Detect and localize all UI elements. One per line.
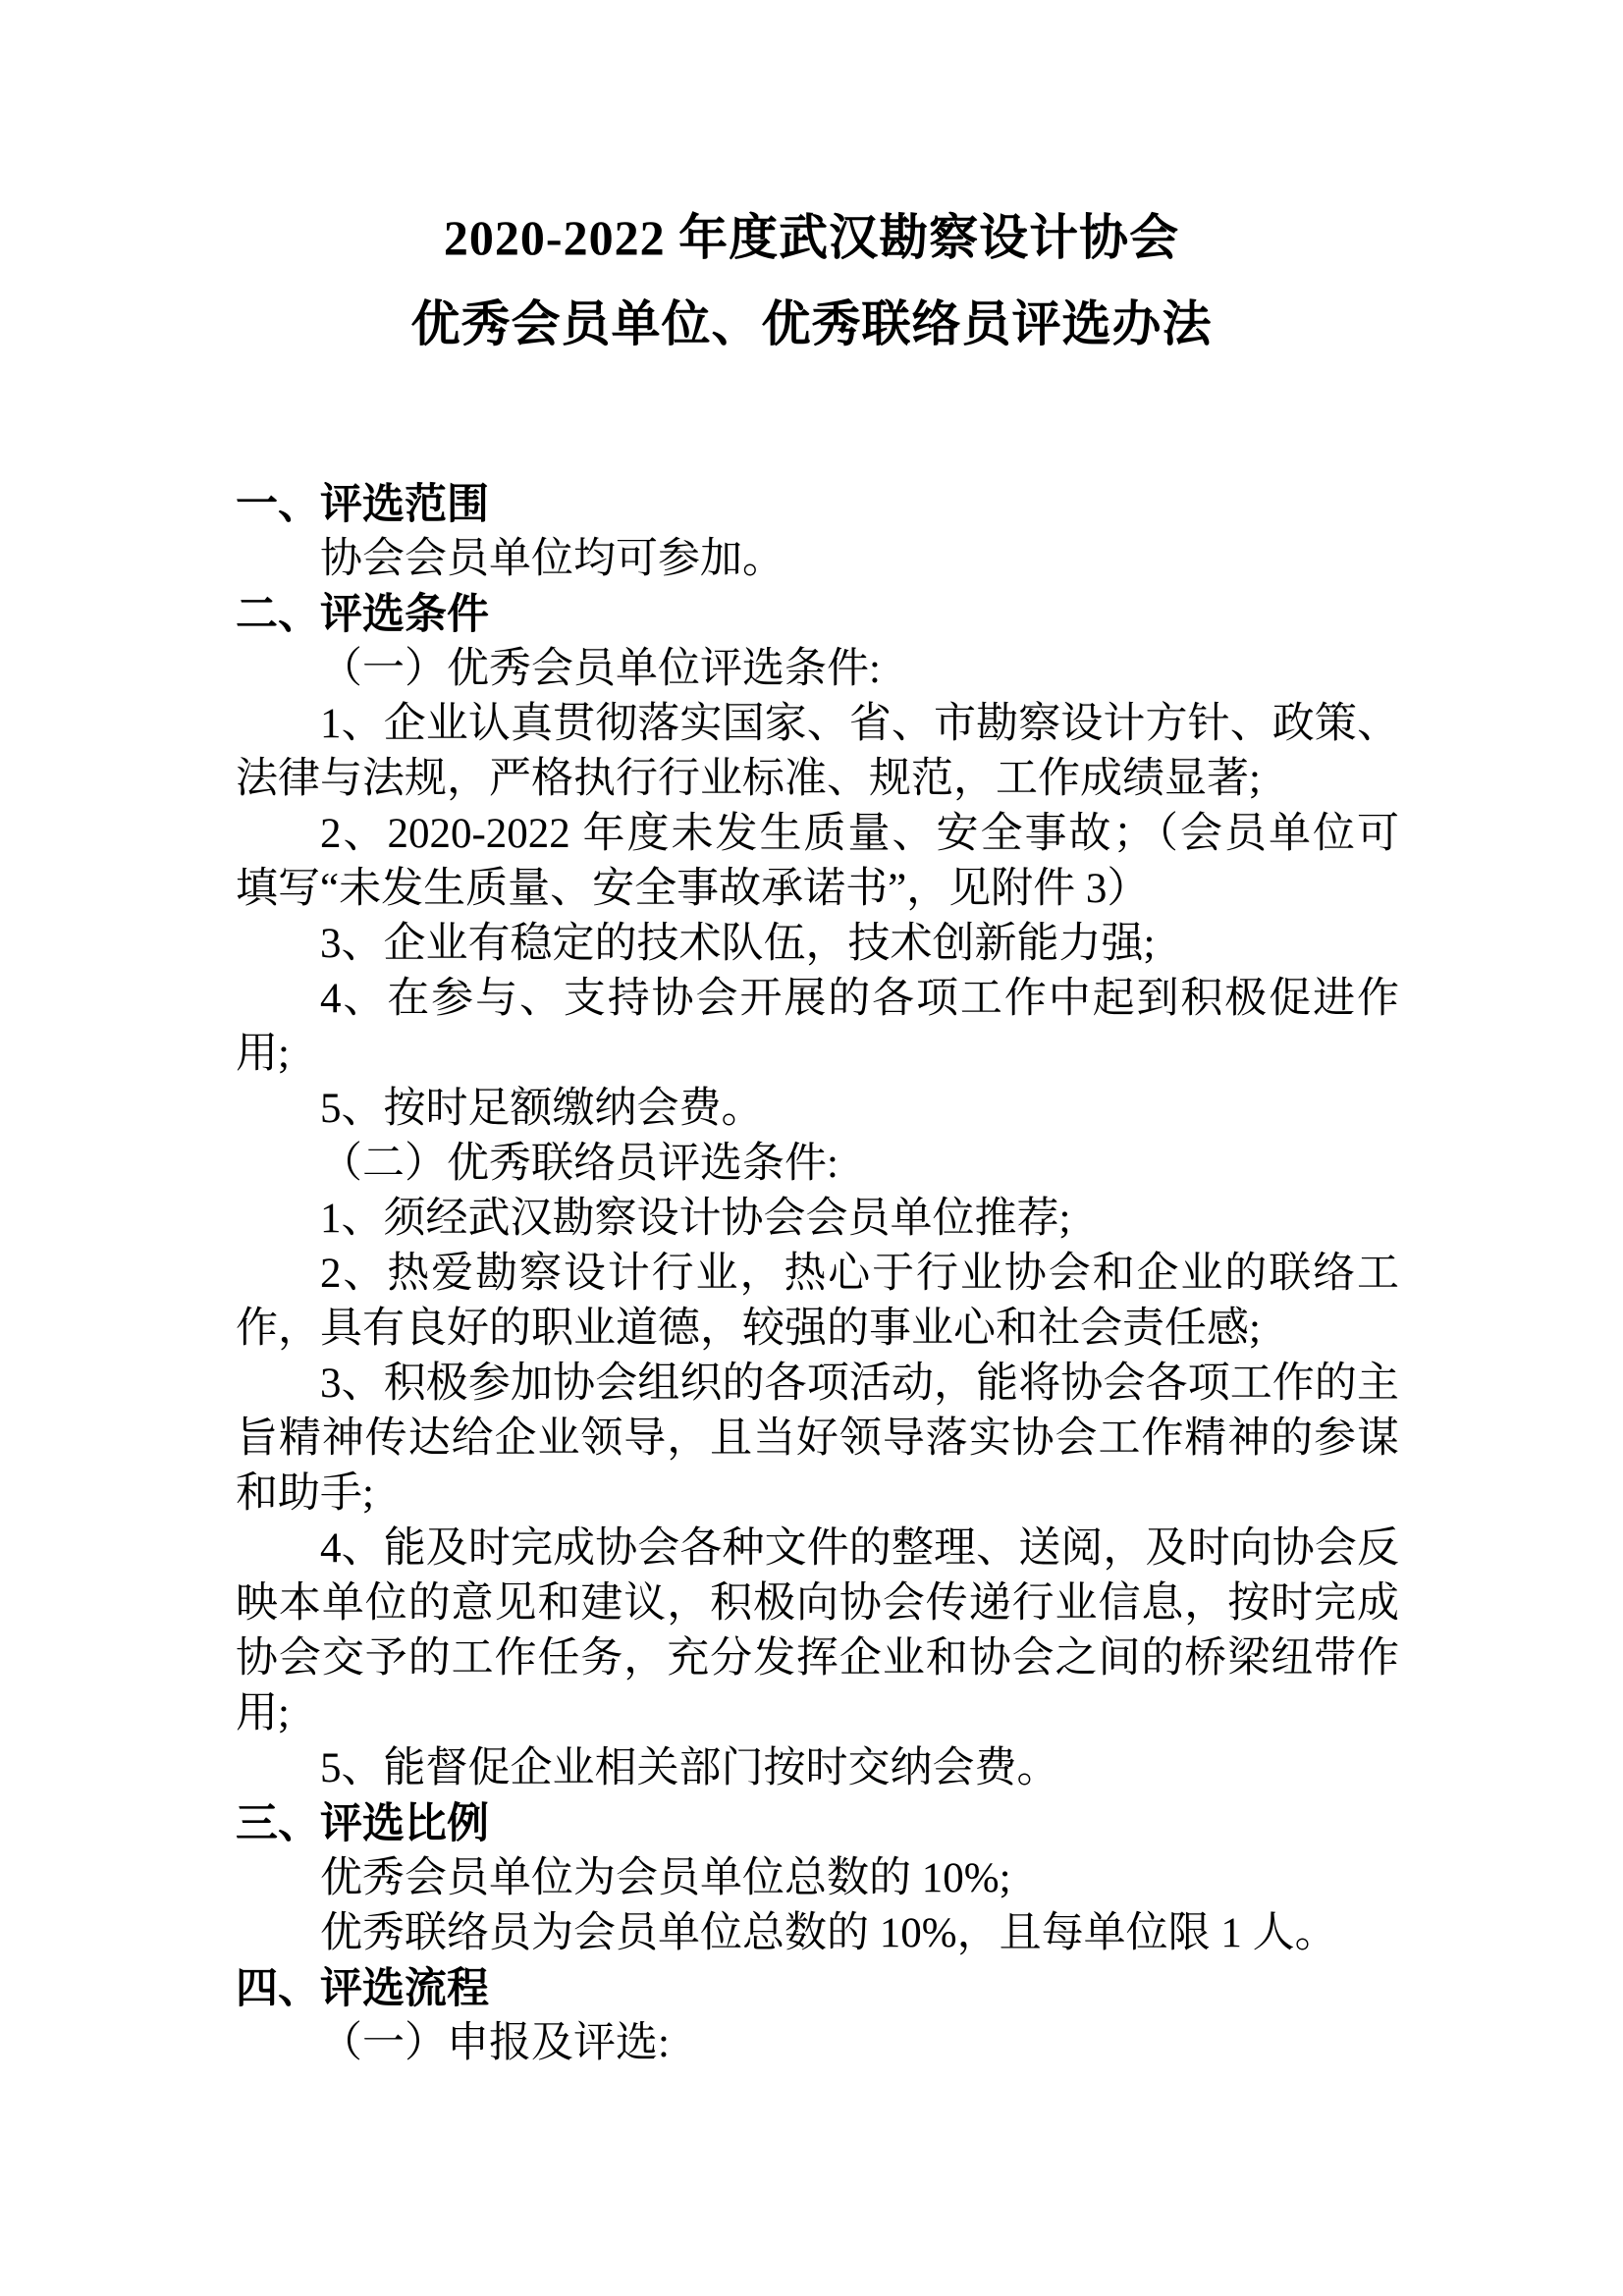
paragraph: 协会会员单位均可参加。 xyxy=(320,536,784,582)
paragraph: 优秀联络员为会员单位总数的 10%，且每单位限 1 人。 xyxy=(320,1910,1337,1956)
paragraph: 3、企业有稳定的技术队伍，技术创新能力强; xyxy=(320,921,1156,967)
paragraph: 4、在参与、支持协会开展的各项工作中起到积极促进作用; xyxy=(236,976,1399,1077)
document-title-line-2: 优秀会员单位、优秀联络员评选办法 xyxy=(410,296,1213,351)
section-heading-1: 一、评选范围 xyxy=(236,481,489,528)
paragraph: 3、积极参加协会组织的各项活动，能将协会各项工作的主旨精神传达给企业领导，且当好领导落实协会工作精神的参谋和助手; xyxy=(236,1361,1399,1517)
paragraph: 优秀会员单位为会员单位总数的 10%; xyxy=(320,1855,1011,1901)
paragraph: 2、热爱勘察设计行业，热心于行业协会和企业的联络工作，具有良好的职业道德，较强的事业心和社会责任感; xyxy=(236,1251,1399,1352)
paragraph: 2、2020-2022 年度未发生质量、安全事故；（会员单位可填写“未发生质量、安全事故承诺书”，见附件 3） xyxy=(236,811,1399,912)
paragraph: （一）优秀会员单位评选条件: xyxy=(320,646,881,692)
paragraph: 1、企业认真贯彻落实国家、省、市勘察设计方针、政策、法律与法规，严格执行行业标准、规范，工作成绩显著; xyxy=(236,701,1399,802)
paragraph: 5、能督促企业相关部门按时交纳会费。 xyxy=(320,1745,1059,1791)
paragraph: （二）优秀联络员评选条件: xyxy=(320,1141,839,1187)
section-heading-4: 四、评选流程 xyxy=(236,1965,489,2012)
document-title-line-1: 2020-2022 年度武汉勘察设计协会 xyxy=(443,210,1180,265)
section-heading-3: 三、评选比例 xyxy=(236,1800,489,1847)
paragraph: 1、须经武汉勘察设计协会会员单位推荐; xyxy=(320,1196,1071,1242)
section-heading-2: 二、评选条件 xyxy=(236,591,489,638)
document-body xyxy=(236,477,1399,2071)
paragraph: 5、按时足额缴纳会费。 xyxy=(320,1086,764,1132)
paragraph: 4、能及时完成协会各种文件的整理、送阅，及时向协会反映本单位的意见和建议，积极向协会传递行业信息，按时完成协会交予的工作任务，充分发挥企业和协会之间的桥梁纽带作用; xyxy=(236,1525,1399,1736)
document-title xyxy=(0,194,1623,367)
paragraph: （一）申报及评选: xyxy=(320,2020,670,2066)
